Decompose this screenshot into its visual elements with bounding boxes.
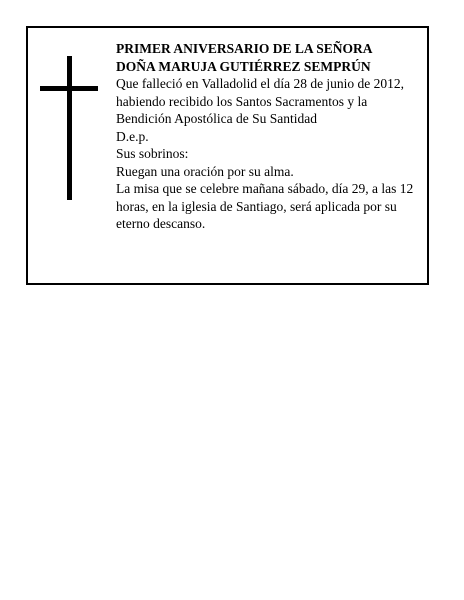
notice-body-line: Ruegan una oración por su alma. xyxy=(116,163,294,179)
notice-body-line: Que falleció en Valladolid el día 28 de junio de 2012, xyxy=(116,76,405,91)
notice-body-line: La misa que se celebre mañana sábado, día 29, a las 12 xyxy=(116,181,414,196)
cross-horizontal-bar xyxy=(40,86,98,91)
notice-body-line: horas, en la iglesia de Santiago, será aplicada por su xyxy=(116,198,397,214)
notice-body-line: D.e.p. xyxy=(116,128,149,144)
notice-body-line: Bendición Apostólica de Su Santidad xyxy=(116,111,317,126)
cross-vertical-bar xyxy=(67,56,72,200)
notice-body-line: Sus sobrinos: xyxy=(116,146,189,161)
notice-text-block xyxy=(116,40,421,233)
notice-body-line: eterno descanso. xyxy=(116,216,206,231)
notice-body-line: habiendo recibido los Santos Sacramentos y la xyxy=(116,93,368,109)
notice-heading-line-1: PRIMER ANIVERSARIO DE LA SEÑORA xyxy=(116,41,373,56)
notice-heading-line-2: DOÑA MARUJA GUTIÉRREZ SEMPRÚN xyxy=(116,58,371,74)
latin-cross-icon xyxy=(40,56,98,200)
obituary-notice xyxy=(26,26,429,285)
